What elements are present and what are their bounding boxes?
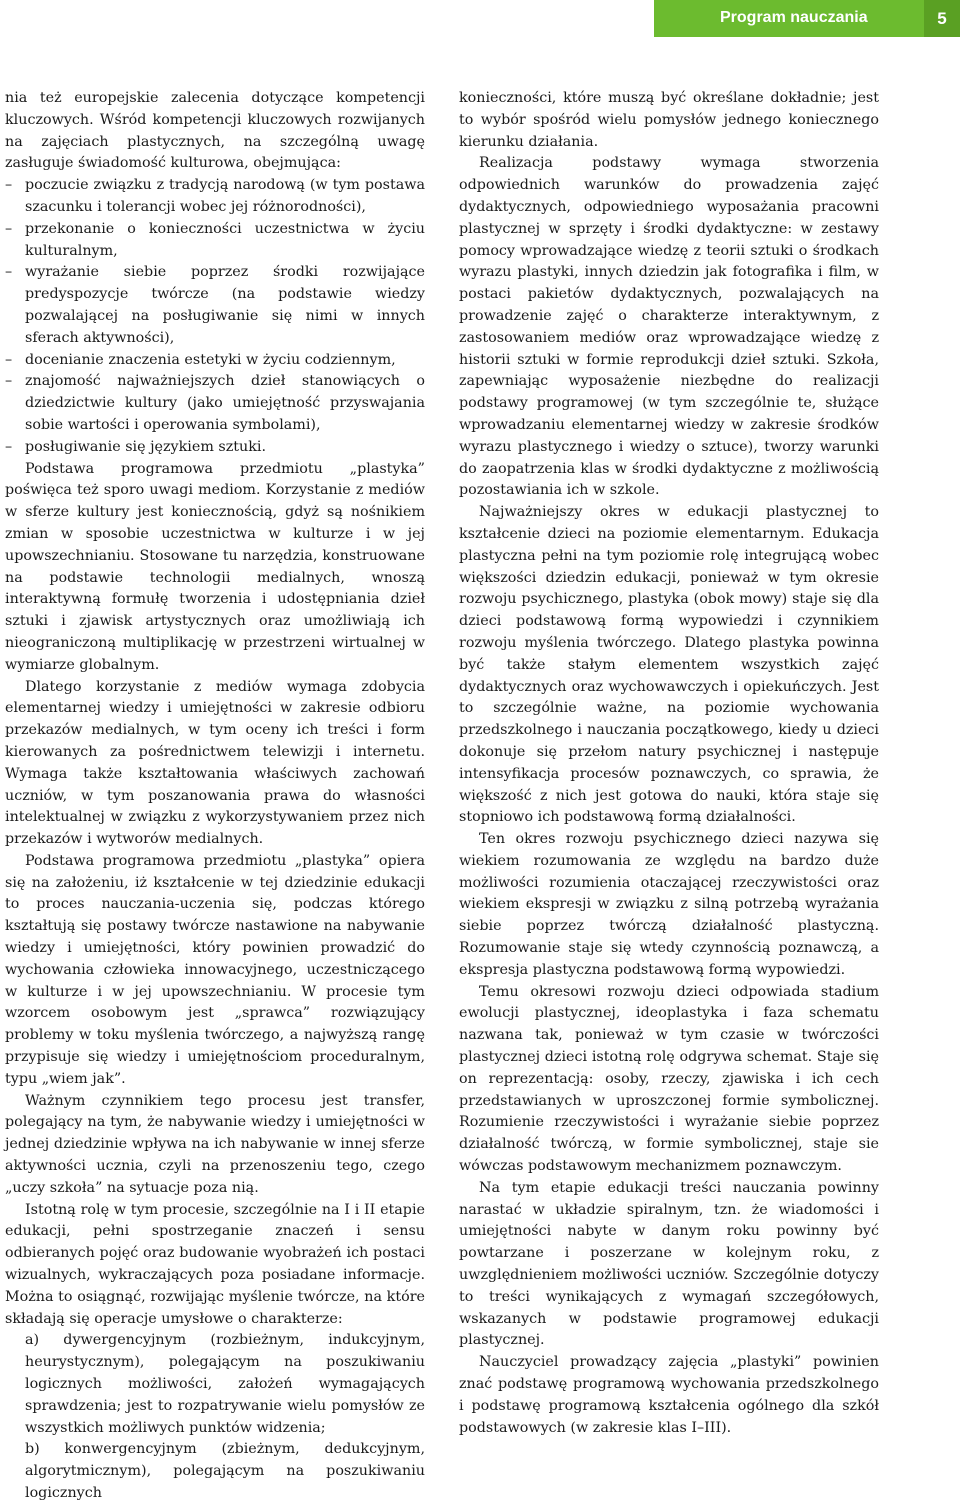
right-column [459,88,879,1439]
page-number: 5 [924,0,960,37]
list-item: – wyrażanie siebie poprzez środki rozwijające predyspozycje twórcze (na podstawie wiedzy pozwalającej na posługiwanie się nimi w innych sferach aktywności), [5,262,425,349]
paragraph: Najważniejszy okres w edukacji plastycznej to kształcenie dzieci na poziomie elementarnym. Edukacja plastyczna pełni na tym poziomie rolę integrującą wobec większości dziedzin edukacji, ponieważ w tym okresie rozwoju psychicznego, plastyka (obok mowy) staje się dla dzieci podstawową formą wypowiedzi i czynnikiem rozwoju myślenia twórczego. Dlatego plastyka powinna być także stałym elementem wszystkich zajęć dydaktycznych oraz wychowawczych i opiekuńczych. Jest to szczególnie ważne, na poziomie wychowania przedszkolnego i nauczania początkowego, kiedy u dzieci dokonuje się przełom natury psychicznej i następuje intensyfikacja procesów poznawczych, co sprawia, że większość z nich jest gotowa do nauki, która staje się stopniowo ich podstawową formą działalności. [459,504,879,826]
header-bar [654,0,960,37]
list-item: – docenianie znaczenia estetyki w życiu codziennym, [5,350,425,372]
competence-list [5,175,425,458]
paragraph: Podstawa programowa przedmiotu „plastyka” poświęca też sporo uwagi mediom. Korzystanie z mediów w sferze kultury jest koniecznością, gdyż są nośnikiem zmian w sposobie uczestnictwa w kulturze i w jej upowszechnianiu. Stosowane tu narzędzia, konstruowane na podstawie technologii medialnych, wnoszą interaktywną formułę tworzenia i udostępniania dzieł sztuki i zjawisk artystycznych oraz umożliwiają ich nieograniczoną multiplikację w przestrzeni wirtualnej w wymiarze globalnym. [5,460,425,673]
list-item: – poczucie związku z tradycją narodową (w tym postawa szacunku i tolerancji wobec jej różnorodności), [5,175,425,219]
left-column [5,88,425,1505]
paragraph: Ten okres rozwoju psychicznego dzieci nazywa się wiekiem rozumowania ze względu na bardzo duże możliwości rozumienia otaczającej rzeczywistości oraz wiekiem ekspresji w związku z silną potrzebą wyrażania siebie poprzez twórczą działalność plastyczną. Rozumowanie staje się wtedy czynnością poznawczą, a ekspresja plastyczna podstawową formą wypowiedzi. [459,831,879,978]
paragraph: Ważnym czynnikiem tego procesu jest transfer, polegający na tym, że nabywanie wiedzy i umiejętności w jednej dziedzinie wpływa na ich nabywanie w innej sferze aktywności ucznia, czyli na przenoszeniu tego, czego „uczy szkoła” na sytuacje poza nią. [5,1092,425,1196]
list-item-a: a) dywergencyjnym (rozbieżnym, indukcyjnym, heurystycznym), polegającym na poszukiwaniu logicznych możliwości, założeń wymagających sprawdzenia; jest to rozpatrywanie wielu pomysłów ze wszystkich możliwych punktów widzenia; [25,1332,425,1436]
paragraph: Temu okresowi rozwoju dzieci odpowiada stadium ewolucji plastycznej, ideoplastyka i faza schematu nazwana tak, ponieważ w tym czasie w twórczości plastycznej dzieci istotną rolę odgrywa schemat. Staje się on reprezentacją: osoby, rzeczy, zjawiska i ich cech przedstawianych w uproszczonej formie symbolicznej. Rozumienie rzeczywistości i wyrażanie siebie poprzez działalność twórczą, w formie symbolicznej, staje sie wówczas podstawowym mechanizmem poznawczym. [459,983,879,1175]
paragraph: Istotną rolę w tym procesie, szczególnie na I i II etapie edukacji, pełni spostrzeganie znaczeń i sensu odbieranych pojęć oraz budowanie wyobrażeń ich postaci wizualnych, wykraczających poza posiadane informacje. Można to osiągnąć, rozwijając myślenie twórcze, na które składają się operacje umysłowe o charakterze: [5,1201,425,1327]
list-item: – przekonanie o konieczności uczestnictwa w życiu kulturalnym, [5,219,425,263]
list-item-b: b) konwergencyjnym (zbieżnym, dedukcyjnym, algorytmicznym), polegającym na poszukiwaniu logicznych [25,1441,425,1501]
paragraph: Podstawa programowa przedmiotu „plastyka” opiera się na założeniu, iż kształcenie w tej dziedzinie edukacji to proces nauczania-uczenia się, podczas którego kształtują się postawy twórcze nastawione na nabywanie wiedzy i umiejętności, który powinien prowadzić do wychowania człowieka innowacyjnego, uczestniczącego w kulturze i w jej upowszechnianiu. W procesie tym wzorcem osobowym jest „sprawca” rozwiązujący problemy w toku myślenia twórczego, a najwyższą rangę przypisuje się wiedzy i umiejętnościom proceduralnym, typu „wiem jak”. [5,852,425,1087]
paragraph-continuation: konieczności, które muszą być określane dokładnie; jest to wybór spośród wielu pomysłów jednego koniecznego kierunku działania. [459,90,879,150]
paragraph: Dlatego korzystanie z mediów wymaga zdobycia elementarnej wiedzy i umiejętności w zakresie odbioru przekazów medialnych, w tym oceny ich treści i form kierowanych za pośrednictwem telewizji i internetu. Wymaga także kształtowania właściwych zachowań uczniów, w tym poszanowania prawa do własności intelektualnej w związku z wykorzystywaniem przez nich przekazów i wytworów medialnych. [5,678,425,848]
paragraph: Nauczyciel prowadzący zajęcia „plastyki” powinien znać podstawę programową wychowania przedszkolnego i podstawę programową kształcenia ogólnego dla szkół podstawowych (w zakresie klas I–III). [459,1354,879,1436]
paragraph-intro: nia też europejskie zalecenia dotyczące kompetencji kluczowych. Wśród kompetencji kluczowych rozwijanych na zajęciach plastycznych, na szczególną uwagę zasługuje świadomość kulturowa, obejmująca: [5,90,425,172]
list-item: – posługiwanie się językiem sztuki. [5,437,425,459]
paragraph: Na tym etapie edukacji treści nauczania powinny narastać w układzie spiralnym, tzn. że wiadomości i umiejętności nabyte w danym roku powinny być powtarzane i poszerzane w kolejnym roku, z uwzględnieniem możliwości uczniów. Szczególnie dotyczy to treści wynikających z wymagań szczegółowych, wskazanych w podstawie programowej edukacji plastycznej. [459,1179,879,1349]
list-item: – znajomość najważniejszych dzieł stanowiących o dziedzictwie kultury (jako umiejętność przyswajania sobie wartości i operowania symbolami), [5,371,425,436]
section-title: Program nauczania [720,9,868,26]
paragraph: Realizacja podstawy wymaga stworzenia odpowiednich warunków do prowadzenia zajęć dydaktycznych, odpowiedniego wyposażania pracowni plastycznej w sprzęty i środki dydaktyczne: w zestawy pomocy wprowadzające wiedzę z teorii sztuki o środkach wyrazu plastyki, innych dziedzin jak fotografika i film, w postaci pakietów dydaktycznych, pozwalających na prowadzenie zajęć o charakterze interaktywnym, z zastosowaniem mediów oraz wprowadzające wiedzę z historii sztuki w formie reprodukcji dzieł sztuki. Szkoła, zapewniając wyposażenie niezbędne do realizacji podstawy programowej (w tym szczególnie te, służące wprowadzaniu elementarnej wiedzy w zakresie środków wyrazu plastycznego i wiedzy o sztuce), tworzy warunki do zaopatrzenia klas w środki dydaktyczne z możliwością pozostawiania ich w szkole. [459,155,879,499]
